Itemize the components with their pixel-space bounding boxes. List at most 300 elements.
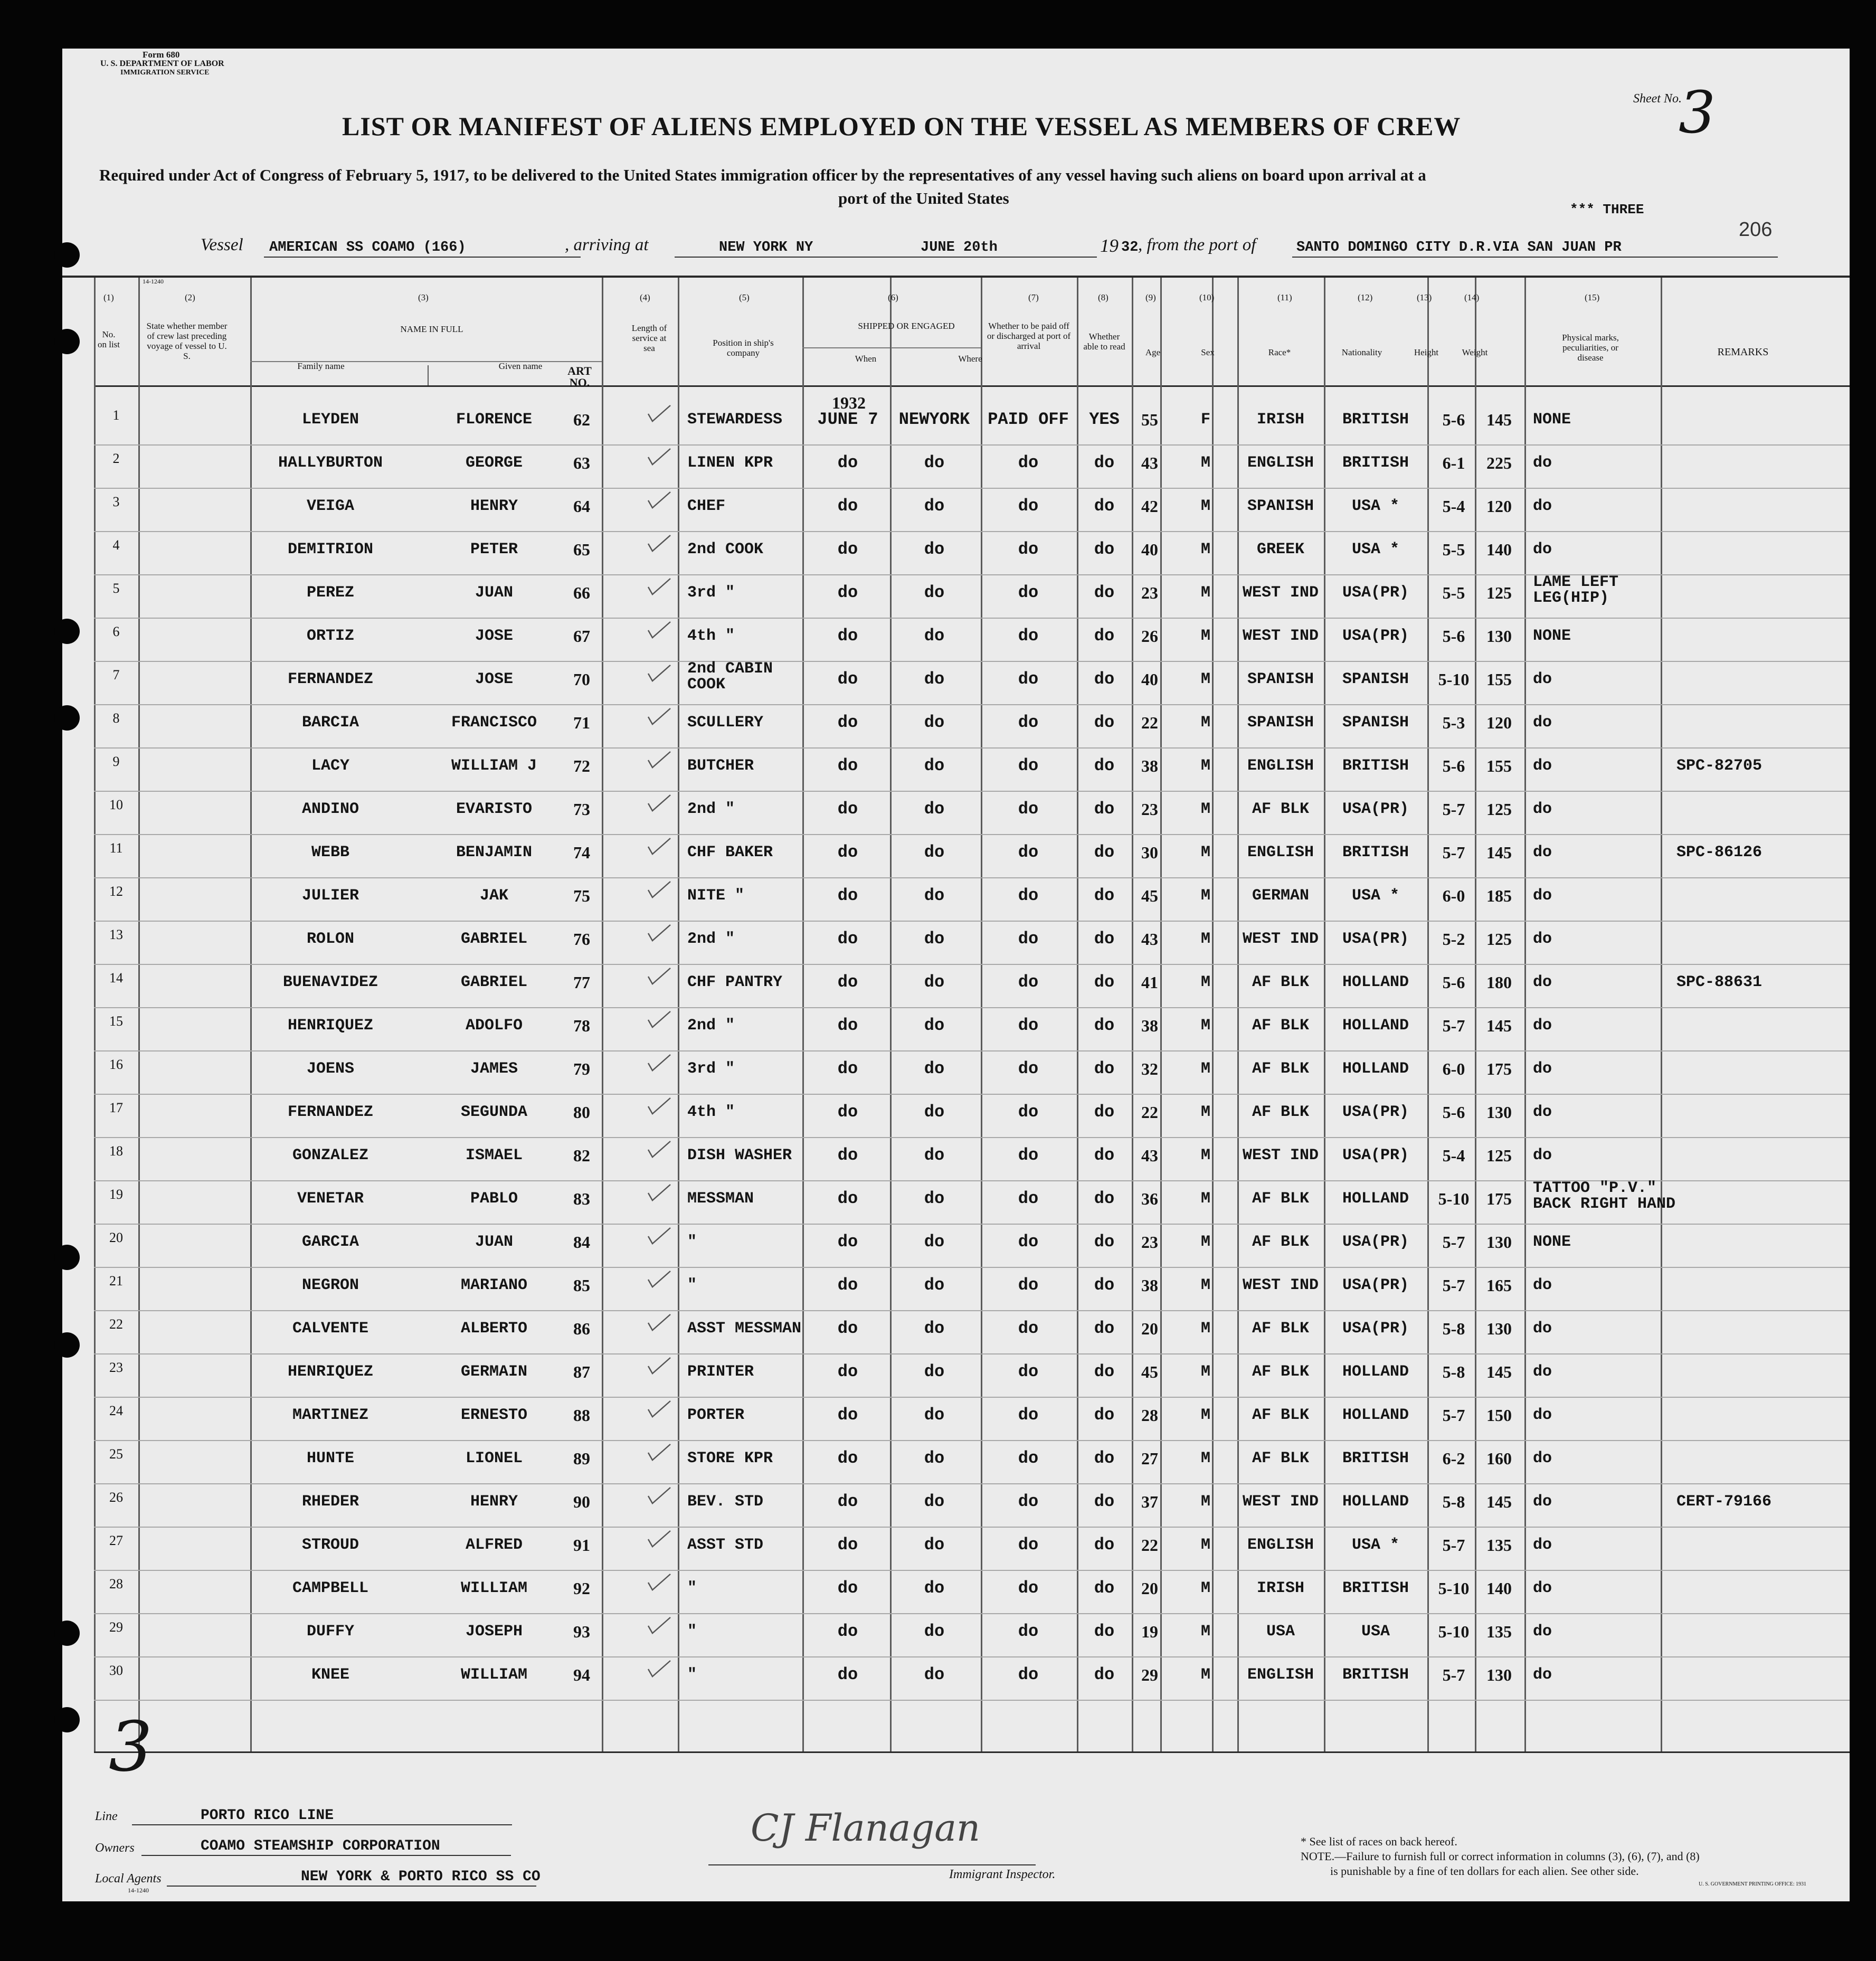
art-number: 63 xyxy=(573,453,590,472)
paid-off: do xyxy=(1018,583,1039,602)
shipped-where: do xyxy=(924,799,945,819)
given-name: ADOLFO xyxy=(465,1017,523,1035)
col-num-12: (12) xyxy=(1358,292,1373,302)
shipped-where: do xyxy=(924,713,945,732)
shipped-where: do xyxy=(924,583,945,602)
sex: M xyxy=(1200,670,1211,688)
shipped-where: do xyxy=(924,1362,945,1381)
sex: M xyxy=(1200,714,1211,732)
given-name: JUAN xyxy=(475,584,514,602)
paid-off: do xyxy=(1018,1448,1039,1468)
row-rule xyxy=(94,1007,1850,1008)
shipped-when: do xyxy=(837,1362,858,1381)
row-number: 6 xyxy=(112,624,120,639)
nationality: USA xyxy=(1361,1623,1390,1641)
able-to-read: do xyxy=(1094,539,1115,559)
race: ENGLISH xyxy=(1247,1666,1314,1684)
agents-label: Local Agents xyxy=(95,1872,162,1886)
shipped-when: do xyxy=(837,1275,858,1295)
shipped-when: JUNE 7 xyxy=(817,410,878,429)
weight: 140 xyxy=(1486,1579,1512,1598)
paid-off: do xyxy=(1018,1059,1039,1078)
form-number: Form 680 xyxy=(143,50,180,60)
physical-marks: do xyxy=(1533,1666,1552,1684)
art-number: 93 xyxy=(573,1622,590,1641)
paid-off: do xyxy=(1018,669,1039,689)
row-rule xyxy=(94,1527,1850,1528)
paid-off: do xyxy=(1018,1665,1039,1684)
column-rule xyxy=(802,278,804,1751)
shipped-when: do xyxy=(837,886,858,905)
given-name: FRANCISCO xyxy=(451,714,537,732)
age: 42 xyxy=(1141,497,1158,516)
position: " xyxy=(687,1579,697,1597)
sex: M xyxy=(1200,973,1211,991)
shipped-when: do xyxy=(837,453,858,472)
row-number: 17 xyxy=(109,1100,123,1115)
agents-underline xyxy=(167,1886,536,1887)
line-label: Line xyxy=(95,1810,118,1823)
given-name: JOSE xyxy=(475,627,514,645)
paid-off: do xyxy=(1018,1405,1039,1425)
height: 5-6 xyxy=(1442,627,1465,646)
check-mark-icon xyxy=(647,1270,671,1288)
nationality: USA(PR) xyxy=(1342,930,1409,948)
row-number: 16 xyxy=(109,1057,123,1072)
height: 5-10 xyxy=(1438,670,1470,689)
shipped-where: do xyxy=(924,1059,945,1078)
year-suffix: 32 xyxy=(1121,240,1139,255)
art-number: 86 xyxy=(573,1319,590,1338)
paid-off: do xyxy=(1018,1189,1039,1208)
shipped-where: do xyxy=(924,669,945,689)
column-rule xyxy=(1077,278,1078,1751)
agents-form-code: 14-1240 xyxy=(128,1887,149,1894)
art-number: 92 xyxy=(573,1579,590,1598)
header-remarks: REMARKS xyxy=(1717,346,1769,358)
row-rule xyxy=(94,531,1850,532)
row-number: 21 xyxy=(109,1273,123,1289)
owners-underline xyxy=(141,1855,511,1856)
race: ENGLISH xyxy=(1247,844,1314,861)
height: 5-7 xyxy=(1442,1665,1465,1684)
header-sex: Sex xyxy=(1201,347,1215,357)
paid-off: do xyxy=(1018,1319,1039,1338)
col-num-10: (10) xyxy=(1199,292,1215,302)
shipped-where: do xyxy=(924,1578,945,1598)
family-name: VEIGA xyxy=(306,497,355,515)
physical-marks: do xyxy=(1533,497,1552,515)
physical-marks: do xyxy=(1533,454,1552,472)
header-where: Where xyxy=(958,354,982,364)
age: 22 xyxy=(1141,1103,1158,1122)
age: 32 xyxy=(1141,1059,1158,1078)
position: 2nd CABIN COOK xyxy=(687,660,773,694)
given-name: PETER xyxy=(470,541,518,558)
age: 40 xyxy=(1141,540,1158,559)
nationality: BRITISH xyxy=(1342,411,1409,429)
given-name: JOSEPH xyxy=(465,1623,523,1641)
given-name: ALFRED xyxy=(465,1536,523,1554)
nationality: USA(PR) xyxy=(1342,1320,1409,1338)
race: ENGLISH xyxy=(1247,454,1314,472)
height: 6-2 xyxy=(1442,1449,1465,1468)
sex: M xyxy=(1200,541,1211,558)
given-name: GABRIEL xyxy=(460,973,528,991)
height: 5-7 xyxy=(1442,1016,1465,1035)
physical-marks: do xyxy=(1533,1536,1552,1554)
weight: 145 xyxy=(1486,1362,1512,1381)
given-name: FLORENCE xyxy=(456,411,533,429)
row-number: 9 xyxy=(112,754,120,769)
manifest-title: LIST OR MANIFEST OF ALIENS EMPLOYED ON THE VESSEL AS MEMBERS OF CREW xyxy=(342,111,1461,141)
sex: M xyxy=(1200,800,1211,818)
nationality: HOLLAND xyxy=(1342,1017,1409,1035)
physical-marks: NONE xyxy=(1533,411,1571,429)
art-number: 90 xyxy=(573,1492,590,1511)
height: 5-3 xyxy=(1442,713,1465,732)
paid-off: do xyxy=(1018,1232,1039,1252)
position: " xyxy=(687,1276,697,1294)
row-rule xyxy=(94,834,1850,835)
family-name: DEMITRION xyxy=(287,541,374,558)
col-num-13: (13) xyxy=(1417,292,1432,302)
given-name: JUAN xyxy=(475,1233,514,1251)
art-number: 74 xyxy=(573,843,590,862)
height: 5-6 xyxy=(1442,410,1465,429)
family-name: CAMPBELL xyxy=(292,1579,369,1597)
header-when: When xyxy=(855,354,877,364)
check-mark-icon xyxy=(647,751,671,769)
row-number: 8 xyxy=(112,710,120,726)
age: 29 xyxy=(1141,1665,1158,1684)
header-age: Age xyxy=(1145,347,1161,357)
shipped-when: do xyxy=(837,1016,858,1035)
check-mark-icon xyxy=(647,1183,671,1201)
physical-marks: do xyxy=(1533,714,1552,732)
race: AF BLK xyxy=(1252,1363,1310,1381)
remarks: SPC-86126 xyxy=(1676,844,1763,861)
position: 2nd " xyxy=(687,800,735,818)
able-to-read: do xyxy=(1094,1578,1115,1598)
row-number: 2 xyxy=(112,451,120,466)
height: 5-6 xyxy=(1442,756,1465,775)
shipped-where: do xyxy=(924,1102,945,1122)
race: AF BLK xyxy=(1252,1233,1310,1251)
column-rule xyxy=(602,278,603,1751)
weight: 125 xyxy=(1486,800,1512,819)
position: BUTCHER xyxy=(687,757,754,775)
shipped-where: do xyxy=(924,842,945,862)
check-mark-icon xyxy=(647,967,671,985)
family-name: GARCIA xyxy=(301,1233,359,1251)
arrival-port: NEW YORK NY xyxy=(719,240,813,255)
able-to-read: do xyxy=(1094,1405,1115,1425)
able-to-read: do xyxy=(1094,1102,1115,1122)
manifest-subtitle-2: port of the United States xyxy=(838,189,1009,207)
row-number: 7 xyxy=(112,667,120,683)
col-num-9: (9) xyxy=(1145,292,1156,302)
col-num-7: (7) xyxy=(1028,292,1039,302)
sex: M xyxy=(1200,1579,1211,1597)
race: WEST IND xyxy=(1242,1276,1319,1294)
height: 5-7 xyxy=(1442,800,1465,819)
header-position: Position in ship's company xyxy=(713,338,774,358)
sex: M xyxy=(1200,584,1211,602)
weight: 160 xyxy=(1486,1449,1512,1468)
shipped-when: do xyxy=(837,799,858,819)
sex: M xyxy=(1200,844,1211,861)
able-to-read: do xyxy=(1094,756,1115,775)
column-rule xyxy=(1427,278,1429,1751)
row-number: 23 xyxy=(109,1360,123,1375)
nationality: USA * xyxy=(1351,497,1400,515)
physical-marks: do xyxy=(1533,844,1552,861)
column-rule xyxy=(94,278,96,1751)
position: ASST MESSMAN xyxy=(687,1320,802,1338)
position: PORTER xyxy=(687,1406,745,1424)
header-race: Race* xyxy=(1268,347,1291,357)
nationality: USA(PR) xyxy=(1342,1103,1409,1121)
printing-office: U. S. GOVERNMENT PRINTING OFFICE: 1931 xyxy=(1699,1881,1806,1887)
row-number: 25 xyxy=(109,1446,123,1462)
check-mark-icon xyxy=(647,1227,671,1245)
height: 5-7 xyxy=(1442,1233,1465,1252)
physical-marks: do xyxy=(1533,973,1552,991)
sex: M xyxy=(1200,497,1211,515)
given-name: ISMAEL xyxy=(465,1147,523,1164)
race: AF BLK xyxy=(1252,1190,1310,1208)
able-to-read: do xyxy=(1094,669,1115,689)
column-rule xyxy=(1524,278,1526,1751)
service-name: IMMIGRATION SERVICE xyxy=(120,69,210,77)
position: 4th " xyxy=(687,1103,735,1121)
physical-marks: do xyxy=(1533,1579,1552,1597)
nationality: USA(PR) xyxy=(1342,584,1409,602)
nationality: USA * xyxy=(1351,541,1400,558)
check-mark-icon xyxy=(647,1054,671,1072)
able-to-read: do xyxy=(1094,1622,1115,1641)
nationality: HOLLAND xyxy=(1342,973,1409,991)
able-to-read: do xyxy=(1094,713,1115,732)
paid-off: do xyxy=(1018,972,1039,992)
agents-value: NEW YORK & PORTO RICO SS CO xyxy=(301,1869,541,1885)
page-stamp: 206 xyxy=(1739,219,1773,241)
given-name: WILLIAM xyxy=(460,1666,528,1684)
shipped-where: do xyxy=(924,972,945,992)
line-underline xyxy=(132,1824,512,1825)
col-num-3: (3) xyxy=(418,292,429,302)
punch-hole xyxy=(54,619,80,644)
art-number: 88 xyxy=(573,1406,590,1425)
art-number: 85 xyxy=(573,1276,590,1295)
age: 45 xyxy=(1141,1362,1158,1381)
column-rule xyxy=(1324,278,1325,1751)
row-rule xyxy=(94,1613,1850,1614)
family-name: CALVENTE xyxy=(292,1320,369,1338)
row-rule xyxy=(94,964,1850,965)
header-nationality: Nationality xyxy=(1341,347,1382,357)
family-name: ANDINO xyxy=(301,800,359,818)
race: AF BLK xyxy=(1252,1450,1310,1467)
race: AF BLK xyxy=(1252,1320,1310,1338)
subheader-rule xyxy=(802,347,981,348)
art-number: 83 xyxy=(573,1189,590,1208)
age: 28 xyxy=(1141,1406,1158,1425)
column-rule xyxy=(890,278,892,1751)
header-length-service: Length of service at sea xyxy=(631,323,667,353)
race: AF BLK xyxy=(1252,973,1310,991)
row-rule xyxy=(94,1310,1850,1311)
row-rule xyxy=(94,1224,1850,1225)
row-rule xyxy=(94,1570,1850,1571)
race: AF BLK xyxy=(1252,1103,1310,1121)
age: 23 xyxy=(1141,1233,1158,1252)
able-to-read: do xyxy=(1094,1232,1115,1252)
paid-off: do xyxy=(1018,1145,1039,1165)
art-number: 78 xyxy=(573,1016,590,1035)
able-to-read: do xyxy=(1094,453,1115,472)
able-to-read: do xyxy=(1094,929,1115,949)
height: 5-8 xyxy=(1442,1319,1465,1338)
family-name: PEREZ xyxy=(306,584,355,602)
art-number: 94 xyxy=(573,1665,590,1684)
physical-marks: do xyxy=(1533,1493,1552,1511)
row-rule xyxy=(94,791,1850,792)
shipped-when: do xyxy=(837,1102,858,1122)
header-art-no: ART NO. xyxy=(567,364,592,389)
race: AF BLK xyxy=(1252,800,1310,818)
shipped-where: do xyxy=(924,1535,945,1555)
family-name: FERNANDEZ xyxy=(287,1103,374,1121)
race: ENGLISH xyxy=(1247,1536,1314,1554)
date-underline xyxy=(886,257,1097,258)
age: 20 xyxy=(1141,1579,1158,1598)
row-number: 30 xyxy=(109,1663,123,1678)
nationality: BRITISH xyxy=(1342,1579,1409,1597)
remarks: CERT-79166 xyxy=(1676,1493,1772,1511)
check-mark-icon xyxy=(647,534,671,552)
shipped-when: do xyxy=(837,1405,858,1425)
column-rule xyxy=(138,278,140,1751)
nationality: USA(PR) xyxy=(1342,1147,1409,1164)
position: STEWARDESS xyxy=(687,411,783,429)
manifest-subtitle: Required under Act of Congress of February 5, 1917, to be delivered to the United States immigration officer by the representatives of any vessel having such aliens on board upon arrival at a xyxy=(99,166,1426,184)
family-name: HUNTE xyxy=(306,1450,355,1467)
shipped-when: do xyxy=(837,1535,858,1555)
punch-hole xyxy=(54,329,80,354)
physical-marks: do xyxy=(1533,930,1552,948)
check-mark-icon xyxy=(647,1530,671,1548)
family-name: VENETAR xyxy=(297,1190,364,1208)
family-name: DUFFY xyxy=(306,1623,355,1641)
race: WEST IND xyxy=(1242,1493,1319,1511)
row-rule xyxy=(94,1267,1850,1268)
able-to-read: do xyxy=(1094,1448,1115,1468)
art-number: 79 xyxy=(573,1059,590,1078)
check-mark-icon xyxy=(647,880,671,898)
shipped-when: do xyxy=(837,1059,858,1078)
art-number: 76 xyxy=(573,930,590,949)
paid-off: PAID OFF xyxy=(988,410,1069,429)
nationality: SPANISH xyxy=(1342,714,1409,732)
height: 5-2 xyxy=(1442,930,1465,949)
shipped-where: do xyxy=(924,756,945,775)
position: 4th " xyxy=(687,627,735,645)
check-mark-icon xyxy=(647,621,671,639)
art-number: 91 xyxy=(573,1536,590,1555)
paid-off: do xyxy=(1018,756,1039,775)
sex: M xyxy=(1200,1450,1211,1467)
position: STORE KPR xyxy=(687,1450,773,1467)
age: 30 xyxy=(1141,843,1158,862)
check-mark-icon xyxy=(647,1010,671,1028)
given-name: GEORGE xyxy=(465,454,523,472)
nationality: BRITISH xyxy=(1342,1666,1409,1684)
shipped-where: do xyxy=(924,626,945,646)
owners-label: Owners xyxy=(95,1841,135,1855)
age: 43 xyxy=(1141,453,1158,472)
art-number: 62 xyxy=(573,410,590,429)
weight: 225 xyxy=(1486,453,1512,472)
check-mark-icon xyxy=(647,1313,671,1331)
weight: 165 xyxy=(1486,1276,1512,1295)
row-rule xyxy=(94,1440,1850,1441)
race: WEST IND xyxy=(1242,584,1319,602)
shipped-where: do xyxy=(924,453,945,472)
shipped-when: do xyxy=(837,1578,858,1598)
age: 55 xyxy=(1141,410,1158,429)
shipped-where: do xyxy=(924,1189,945,1208)
art-number: 84 xyxy=(573,1233,590,1252)
row-number: 22 xyxy=(109,1316,123,1332)
physical-marks: do xyxy=(1533,1450,1552,1467)
check-mark-icon xyxy=(647,1140,671,1158)
physical-marks: do xyxy=(1533,1363,1552,1381)
subheader-divider xyxy=(428,365,429,385)
remarks: SPC-82705 xyxy=(1676,757,1763,775)
age: 40 xyxy=(1141,670,1158,689)
header-physical-marks: Physical marks, peculiarities, or disease xyxy=(1562,333,1619,363)
vessel-underline xyxy=(264,257,581,258)
row-rule xyxy=(94,1050,1850,1051)
shipped-where: do xyxy=(924,1665,945,1684)
penalty-note-1: NOTE.—Failure to furnish full or correct information in columns (3), (6), (7), and (8) xyxy=(1301,1850,1700,1863)
age: 23 xyxy=(1141,583,1158,602)
check-mark-icon xyxy=(647,924,671,942)
column-rule xyxy=(250,278,252,1751)
family-name: MARTINEZ xyxy=(292,1406,369,1424)
nationality: USA(PR) xyxy=(1342,800,1409,818)
weight: 135 xyxy=(1486,1536,1512,1555)
row-number: 10 xyxy=(109,797,123,812)
age: 36 xyxy=(1141,1189,1158,1208)
shipped-where: NEWYORK xyxy=(898,410,970,429)
family-name: STROUD xyxy=(301,1536,359,1554)
height: 6-0 xyxy=(1442,1059,1465,1078)
row-number: 28 xyxy=(109,1576,123,1591)
physical-marks: do xyxy=(1533,887,1552,905)
shipped-where: do xyxy=(924,539,945,559)
shipped-where: do xyxy=(924,1016,945,1035)
physical-marks: do xyxy=(1533,1623,1552,1641)
race: WEST IND xyxy=(1242,930,1319,948)
sheet-label: Sheet No. xyxy=(1633,92,1682,106)
race: SPANISH xyxy=(1247,714,1314,732)
given-name: BENJAMIN xyxy=(456,844,533,861)
punch-hole xyxy=(54,1245,80,1270)
sex: M xyxy=(1200,1320,1211,1338)
